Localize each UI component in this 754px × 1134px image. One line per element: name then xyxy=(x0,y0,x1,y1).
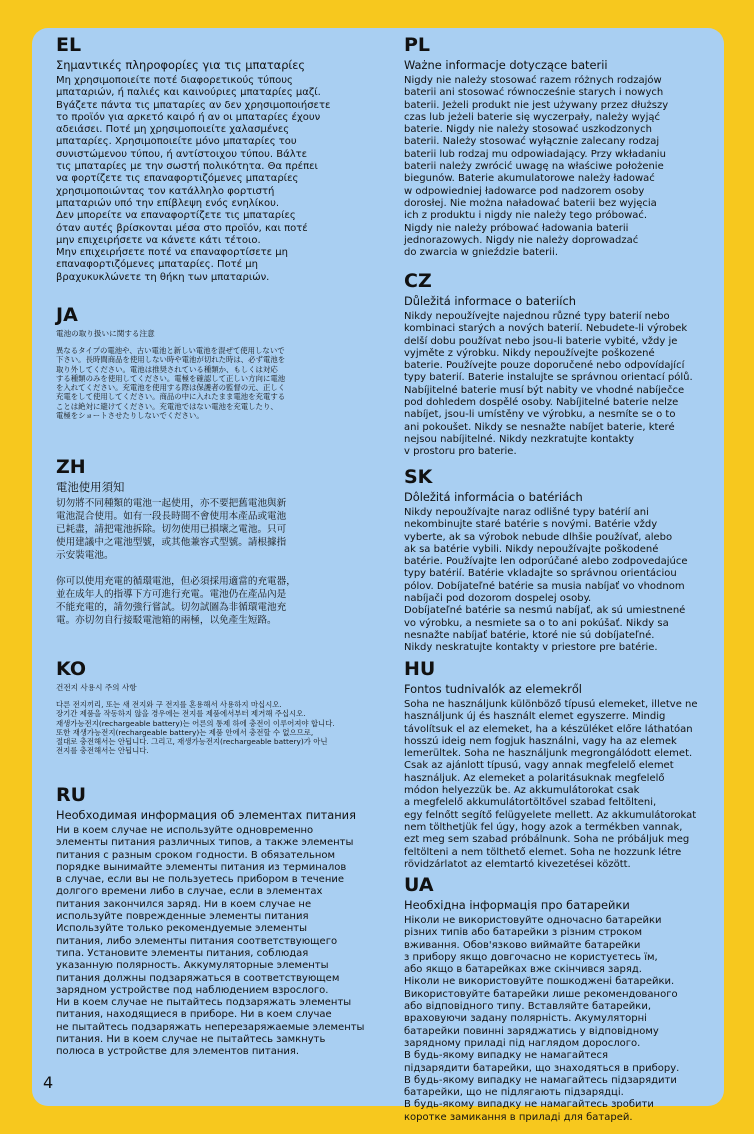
section-sk xyxy=(404,466,704,658)
section-title: Σημαντικές πληροφορίες για τις μπαταρίες xyxy=(56,58,306,72)
section-code: SK xyxy=(404,466,433,488)
section-title: Dôležitá informácia o batériách xyxy=(404,490,583,504)
content-panel xyxy=(32,28,724,1123)
section-code: EL xyxy=(56,34,82,56)
section-title: 건전지 사용시 주의 사항 xyxy=(56,683,137,692)
section-title: Ważne informacje dotyczące baterii xyxy=(404,58,608,72)
section-code: ZH xyxy=(56,456,86,478)
section-code: PL xyxy=(404,34,431,56)
section-ko xyxy=(56,658,384,784)
section-ja xyxy=(56,304,384,456)
section-body: 異なるタイプの電池や、古い電池と新しい電池を混ぜて使用しないで 下さい。長時間商品を使用しない時や電池が切れた時は、必ず電池を 取り外してください。電池は推奨されている種類か、もしくは対応 する種類のみを使用してください。電極を確認して正しい方向に電池 を入れてください。充電池を使用する際は保護者の監督の元、正しく 充電をして使用してください。商品の中に入れたまま電池を充電する ことは絶対に避けてください。充電池ではない電池を充電したり、 電極をショートさせたりしないでください。 xyxy=(56,346,286,421)
section-zh xyxy=(56,456,384,658)
section-body: Ніколи не використовуйте одночасно батарейки різних типів або батарейки з різним строком вживання. Обов'язково виймайте батарейки з прибору якщо довгочасно не користуєтесь їм, або якщо в батарейках вже скінчився заряд. Ніколи не використовуйте пошкоджені батарейки. Використовуйте батарейки лише рекомендованого або відповідного типу. Вставляйте батарейки, враховуючи задану полярність. Акумуляторні батарейки повинні заряджатись у відповідному зарядному приладі під наглядом дорослого. В будь-якому випадку не намагайтеся підзарядити батарейки, що знаходяться в прибору. В будь-якому випадку не намагайтесь підзарядити батарейки, що не підлягають підзарядці. В будь-якому випадку не намагайтесь зробити коротке замикання в приладі для батарей. xyxy=(404,915,680,1123)
section-title: 電池の取り扱いに関する注意 xyxy=(56,329,155,338)
section-code: UA xyxy=(404,874,434,896)
section-title: Необходимая информация об элементах питания xyxy=(56,808,356,822)
section-body: 다른 전지끼리, 또는 새 전지와 구 전지를 혼용해서 사용하지 마십시오. 장기간 제품을 작동하지 않을 경우에는 전지를 제품에서부터 제거해 주십시오. 재생가능전지(rechargeable battery)는 어른의 통제 하에 충전이 이루어져야 합니다. 또한 재생가능전지(rechargeable battery)는 제품 안에서 충전할 수 없으므로, 절대로 충전해서는 안됩니다. 그리고, 재생가능전지(rechargeable battery)가 아닌 전지를 충전해서는 안됩니다. xyxy=(56,700,335,756)
section-code: JA xyxy=(56,304,78,326)
section-title: Fontos tudnivalók az elemekről xyxy=(404,682,582,696)
section-pl xyxy=(404,34,704,270)
section-el xyxy=(56,34,384,304)
section-title: Необхідна інформація про батарейки xyxy=(404,898,630,912)
section-hu xyxy=(404,658,704,874)
section-title: 電池使用須知 xyxy=(56,480,125,494)
right-column xyxy=(404,34,704,1124)
section-body: Nikdy nepoužívajte naraz odlišné typy batérií ani nekombinujte staré batérie s novými. Batérie vždy vyberte, ak sa výrobok nebude dlhšie používať, alebo ak sa batérie vybili. Nikdy nepoužívajte poškodené batérie. Používajte len odporúčané alebo zodpovedajúce typy batérií. Batérie vkladajte so správnou orientáciou pólov. Dobíjateľné batérie sa musia nabíjať vo vhodnom nabíjači pod dozorom dospelej osoby. Dobíjateľné batérie sa nesmú nabíjať, ak sú umiestnené vo výrobku, a nesmiete sa o to ani pokúšať. Nikdy sa nesnažte nabíjať batérie, ktoré nie sú dobíjateľné. Nikdy neskratujte kontakty v priestore pre batérie. xyxy=(404,507,688,654)
section-body: Soha ne használjunk különböző típusú elemeket, illetve ne használjunk új és használt elemet egyszerre. Mindig távolítsuk el az elemeket, ha a készüléket előre láthatóan hosszú ideig nem fogjuk használni, vagy ha az elemek lemerültek. Soha ne használjunk megrongálódott elemet. Csak az ajánlott típusú, vagy annak megfelelő elemet használjuk. Az elemeket a polaritásuknak megfelelő módon helyezzük be. Az akkumulátorokat csak a megfelelő akkumulátortöltővel szabad feltölteni, egy felnőtt segítő felügyelete mellett. Az akkumulátorokat nem tölthetjük fel úgy, hogy azok a termékben vannak, ezt meg sem szabad próbálnunk. Soha ne próbáljuk meg feltölteni a nem tölthető elemet. Soha ne hozzunk létre rövidzárlatot az elemtartó kivezetései között. xyxy=(404,699,698,870)
section-code: RU xyxy=(56,784,87,806)
section-cz xyxy=(404,270,704,466)
section-code: HU xyxy=(404,658,436,680)
left-column xyxy=(56,34,384,1059)
section-body: Ни в коем случае не используйте одновременно элементы питания различных типов, а также элементы питания с разным сроком годности. В обязательном порядке вынимайте элементы питания из терминалов в случае, если вы не пользуетесь прибором в течение долгого времени либо в случае, если в элементах питания закончился заряд. Ни в коем случае не используйте поврежденные элементы питания Используйте только рекомендуемые элементы питания, либо элементы питания соответствующего типа. Установите элементы питания, соблюдая указанную полярность. Аккумуляторные элементы питания должны подзаряжаться в соответствующем зарядном устройстве под наблюдением взрослого. Ни в коем случае не пытайтесь подзаряжать элементы питания, находящиеся в приборе. Ни в коем случае не пытайтесь подзаряжать неперезаряжаемые элементы питания. Ни в коем случае не пытайтесь замкнуть полюса в устройстве для элементов питания. xyxy=(56,825,365,1058)
section-body: Nigdy nie należy stosować razem różnych rodzajów baterii ani stosować równocześnie starych i nowych baterii. Jeżeli produkt nie jest używany przez dłuższy czas lub jeżeli baterie się wyczerpały, należy wyjąć baterie. Nigdy nie należy stosować uszkodzonych baterii. Należy stosować wyłącznie zalecany rodzaj baterii lub rodzaj mu odpowiadający. Przy wkładaniu baterii należy zwrócić uwagę na właściwe położenie biegunów. Baterie akumulatorowe należy ładować w odpowiedniej ładowarce pod nadzorem osoby dorosłej. Nie można naładować baterii bez wyjęcia ich z produktu i nigdy nie należy tego próbować. Nigdy nie należy próbować ładowania baterii jednorazowych. Nigdy nie należy doprowadzać do zwarcia w gnieździe baterii. xyxy=(404,75,669,259)
section-body: 切勿將不同種類的電池一起使用，亦不要把舊電池與新 電池混合使用。如有一段長時間不會使用本產品或電池 已耗盡，請把電池拆除。切勿使用已損壞之電池。只可 使用建議中之電池型號，或其他兼容式型號。請根據指 示安裝電池。 你可以使用充電的循環電池，但必須採用適當的充電器， 並在成年人的指導下方可進行充電。電池仍在產品內是 不能充電的，請勿強行嘗試。切勿試圖為非循環電池充 電。亦切勿自行接駁電池箱的兩極，以免產生短路。 xyxy=(56,498,296,626)
section-code: CZ xyxy=(404,270,432,292)
section-ru xyxy=(56,784,384,1059)
page-number: 4 xyxy=(43,1073,54,1092)
section-body: Μη χρησιμοποιείτε ποτέ διαφορετικούς τύπους μπαταριών, ή παλιές και καινούριες μπαταρίες μαζί. Βγάζετε πάντα τις μπαταρίες αν δεν χρησιμοποιήσετε το προϊόν για αρκετό καιρό ή αν οι μπαταρίες έχουν αδειάσει. Ποτέ μη χρησιμοποιείτε χαλασμένες μπαταρίες. Χρησιμοποιείτε μόνο μπαταρίες του συνιστώμενου τύπου, ή αντίστοιχου τύπου. Βάλτε τις μπαταρίες με την σωστή πολικότητα. Θα πρέπει να φορτίζετε τις επαναφορτιζόμενες μπαταρίες χρησιμοποιώντας τον κατάλληλο φορτιστή μπαταριών υπό την επίβλεψη ενός ενηλίκου. Δεν μπορείτε να επαναφορτίζετε τις μπαταρίες όταν αυτές βρίσκονται μέσα στο προϊόν, και ποτέ μην επιχειρήσετε να κάνετε κάτι τέτοιο. Μην επιχειρήσετε ποτέ να επαναφορτίσετε μη επαναφορτιζόμενες μπαταρίες. Ποτέ μη βραχυκυκλώνετε τη θήκη των μπαταριών. xyxy=(56,75,331,283)
section-title: Důležitá informace o bateriích xyxy=(404,294,576,308)
section-body: Nikdy nepoužívejte najednou různé typy baterií nebo kombinaci starých a nových baterií. Nebudete-li výrobek delší dobu používat nebo jsou-li baterie vybité, vždy je vyjměte z výrobku. Nikdy nepoužívejte poškozené baterie. Používejte pouze doporučené nebo odpovídající typy baterií. Baterie instalujte se správnou orientací pólů. Nabíjitelné baterie musí být nabity ve vhodné nabíječce pod dohledem dospělé osoby. Nabíjitelné baterie nelze nabíjet, jsou-li umístěny ve výrobku, a nesmíte se o to ani pokoušet. Nikdy se nesnažte nabíjet baterie, které nejsou nabíjitelné. Nikdy nezkratujte kontakty v prostoru pro baterie. xyxy=(404,311,693,458)
section-ua xyxy=(404,874,704,1124)
section-code: KO xyxy=(56,658,87,680)
